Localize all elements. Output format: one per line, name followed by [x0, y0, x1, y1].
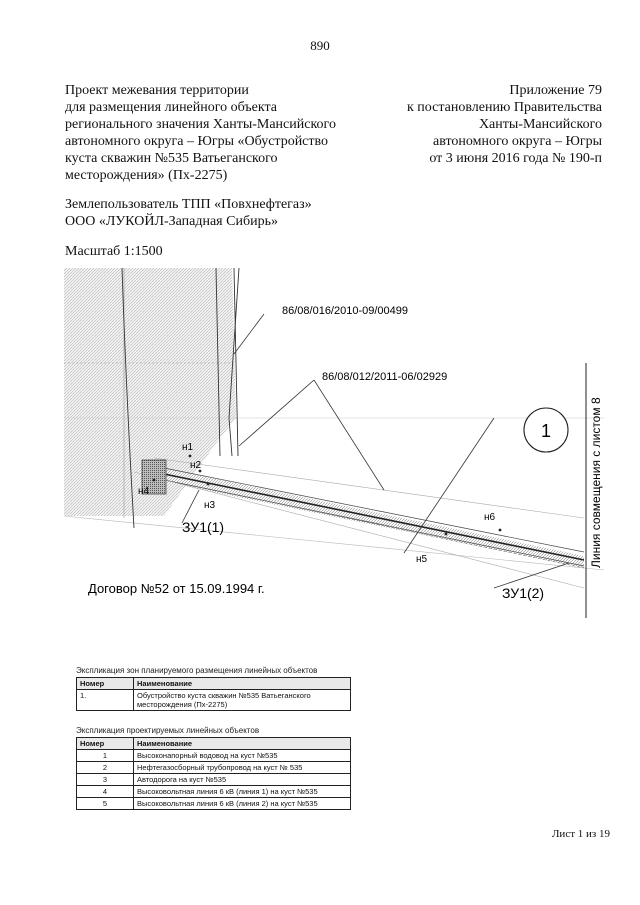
column-header: Номер [77, 738, 134, 750]
table-cell: 1. [77, 690, 134, 711]
appendix-line: Ханты-Мансийского [478, 117, 602, 132]
table-row [77, 786, 351, 798]
table-row [77, 690, 351, 711]
appendix-line: автономного округа – Югры [433, 134, 602, 149]
land-user [65, 196, 312, 230]
column-header: Наименование [134, 738, 351, 750]
objects-legend-table [76, 737, 351, 810]
table-cell: Обустройство куста скважин №535 Ватьеганского месторождения (Пх-2275) [134, 690, 351, 711]
project-title [65, 82, 365, 184]
contract-label: Договор №52 от 15.09.1994 г. [88, 581, 265, 596]
table-cell: Автодорога на куст №535 [134, 774, 351, 786]
table-cell: 5 [77, 798, 134, 810]
column-header: Наименование [134, 678, 351, 690]
table-row [77, 798, 351, 810]
project-title-line: месторождения» (Пх-2275) [65, 168, 228, 183]
point-label-n6: н6 [484, 512, 496, 523]
appendix-line: от 3 июня 2016 года № 190-п [429, 151, 602, 166]
project-title-line: Проект межевания территории [65, 83, 249, 98]
point-label-n4: н4 [138, 486, 150, 497]
table-cell: 1 [77, 750, 134, 762]
cadastral-number-2: 86/08/012/2011-06/02929 [322, 371, 448, 383]
table-cell: Высоконапорный водовод на куст №535 [134, 750, 351, 762]
sheet-footer: Лист 1 из 19 [551, 828, 610, 840]
column-header: Номер [77, 678, 134, 690]
point-label-n1: н1 [182, 442, 194, 453]
appendix-header [342, 82, 602, 167]
table-row [77, 774, 351, 786]
table-cell: Нефтегазосборный трубопровод на куст № 535 [134, 762, 351, 774]
project-title-line: регионального значения Ханты-Мансийского [65, 117, 336, 132]
objects-legend-title: Экспликация проектируемых линейных объектов [76, 726, 260, 735]
map-scale: Масштаб 1:1500 [65, 244, 163, 259]
page-number: 890 [310, 38, 330, 53]
point-label-n3: н3 [204, 500, 216, 511]
appendix-line: к постановлению Правительства [406, 100, 602, 115]
table-row [77, 750, 351, 762]
table-cell: 4 [77, 786, 134, 798]
project-title-line: куста скважин №535 Ватьеганского [65, 151, 278, 166]
table-row [77, 762, 351, 774]
point-label-n2: н2 [190, 460, 202, 471]
cadastral-number-1: 86/08/016/2010-09/00499 [282, 305, 409, 317]
cadastral-map [64, 268, 604, 618]
table-cell: 2 [77, 762, 134, 774]
point-label-n5: н5 [416, 554, 428, 565]
sheet-circle-number: 1 [540, 421, 552, 441]
table-cell: 3 [77, 774, 134, 786]
match-line-label: Линия совмещения с листом 8 [589, 397, 603, 568]
zones-legend-table [76, 677, 351, 711]
project-title-line: для размещения линейного объекта [65, 100, 277, 115]
land-user-line: ООО «ЛУКОЙЛ-Западная Сибирь» [65, 214, 278, 229]
table-cell: Высоковольтная линия 6 кВ (линия 1) на куст №535 [134, 786, 351, 798]
project-title-line: автономного округа – Югры «Обустройство [65, 134, 329, 149]
plot-label-zu1-2: ЗУ1(2) [502, 585, 545, 601]
land-user-line: Землепользователь ТПП «Повхнефтегаз» [65, 197, 312, 212]
plot-label-zu1-1: ЗУ1(1) [182, 519, 225, 535]
appendix-line: Приложение 79 [509, 83, 602, 98]
table-cell: Высоковольтная линия 6 кВ (линия 2) на куст №535 [134, 798, 351, 810]
zones-legend-title: Экспликация зон планируемого размещения линейных объектов [76, 666, 318, 675]
